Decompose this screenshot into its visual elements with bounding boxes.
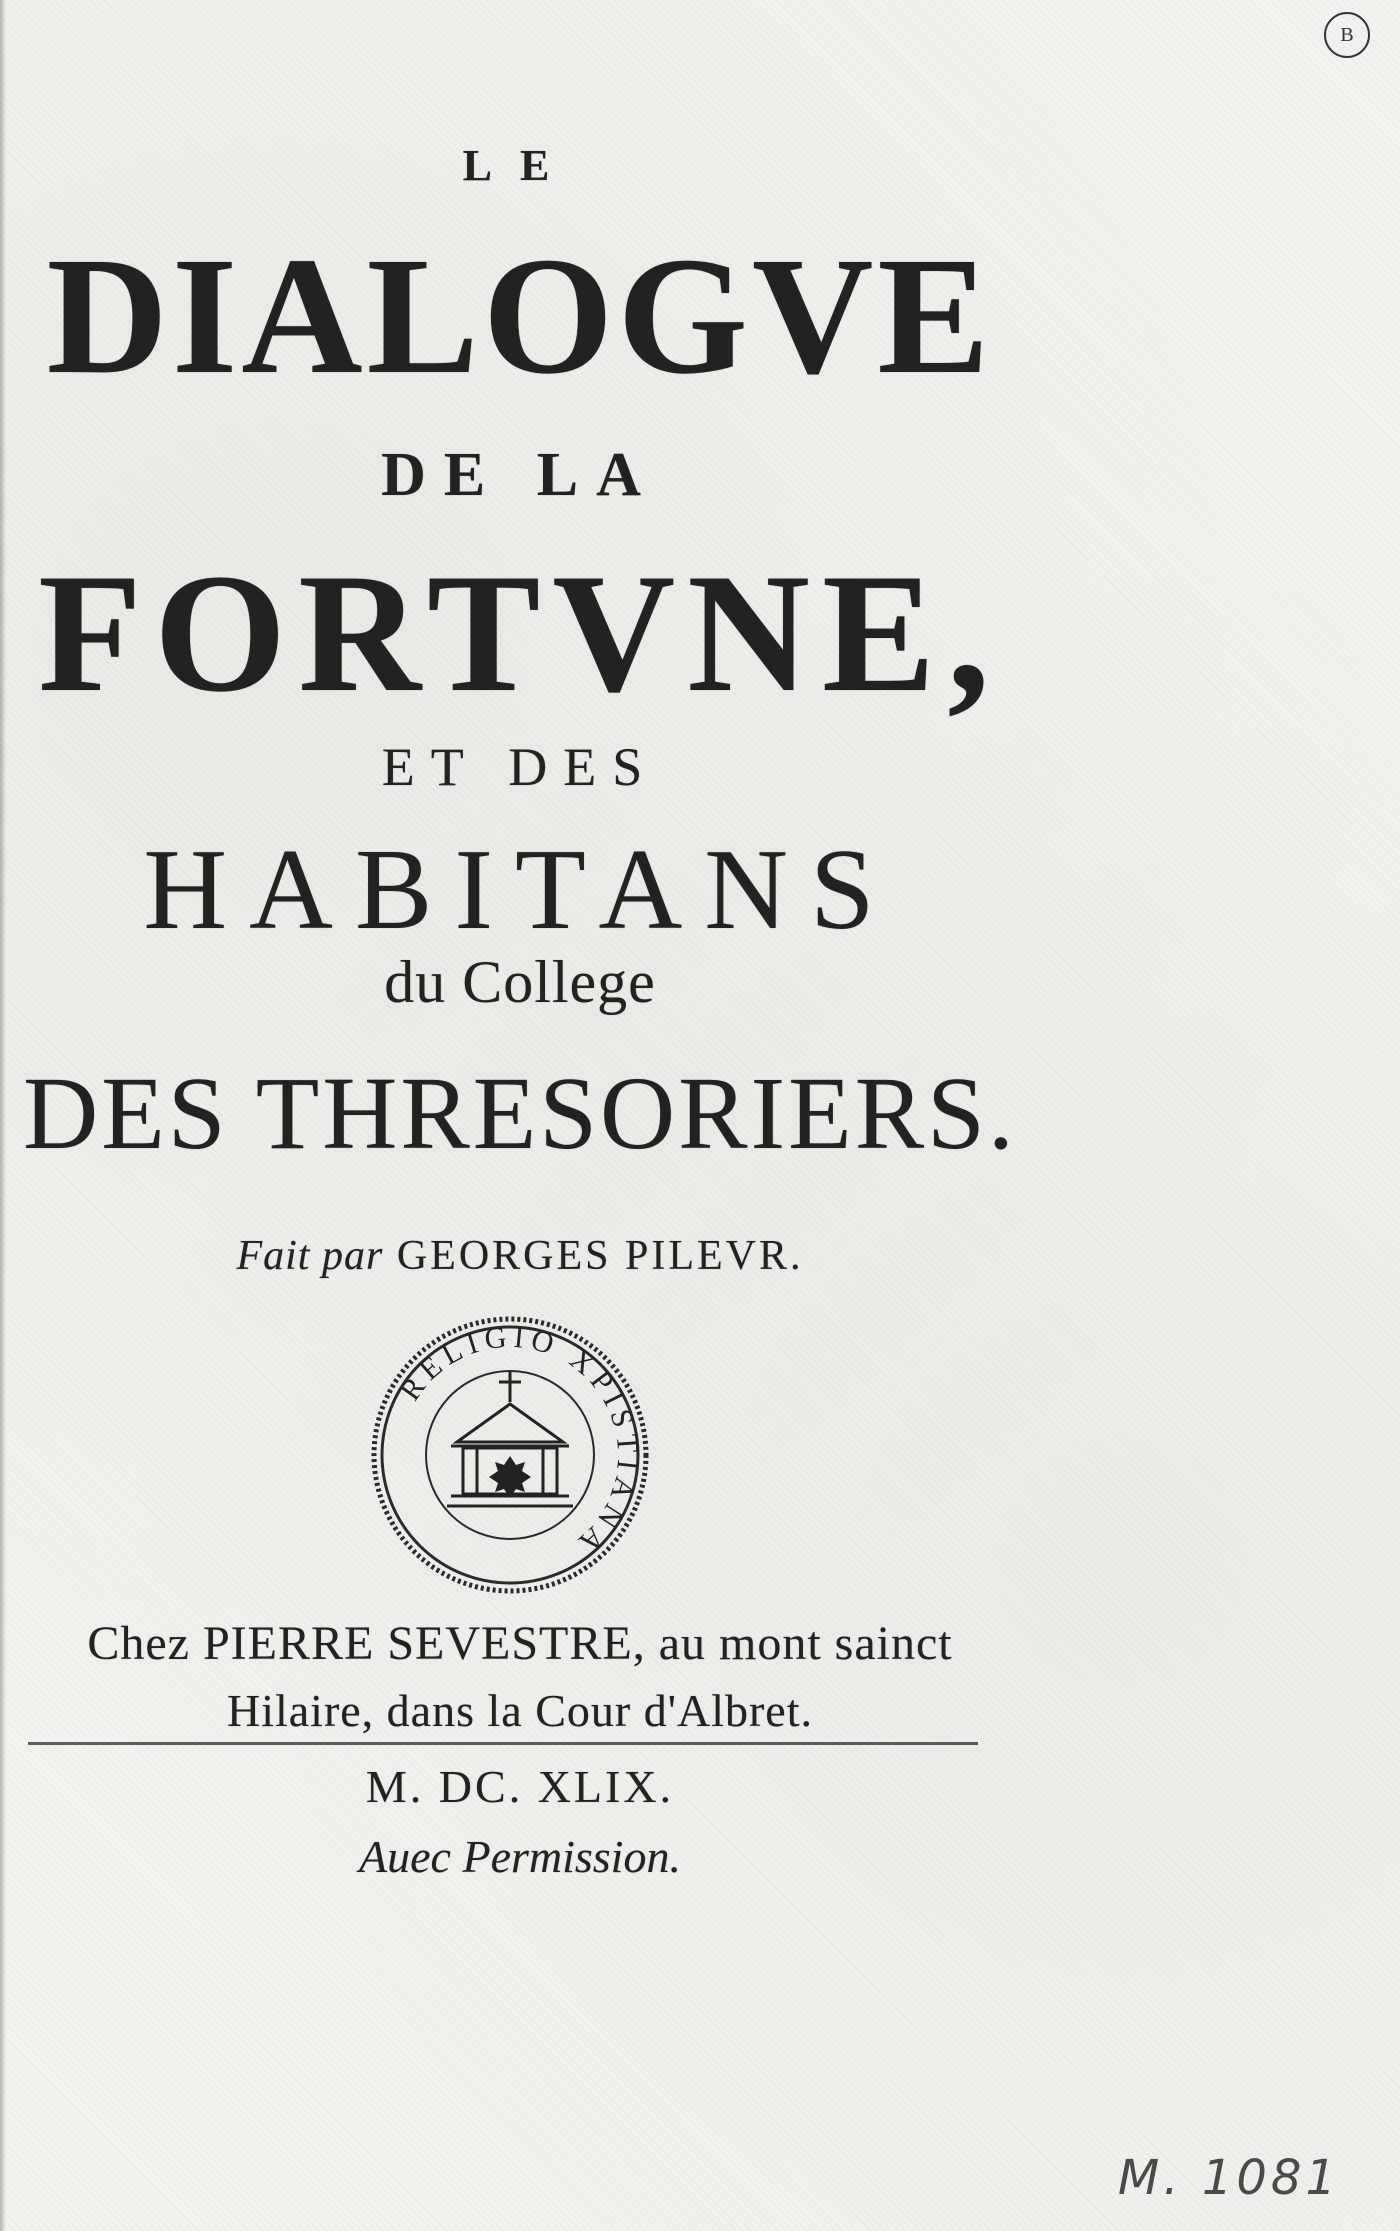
author-line	[0, 1232, 1040, 1280]
author-prefix: Fait par	[236, 1233, 384, 1279]
title-habitans: HABITANS	[143, 826, 897, 954]
title-thresoriers: DES THRESORIERS.	[23, 1056, 1017, 1171]
library-stamp	[1324, 12, 1370, 58]
publisher-line-1: Chez PIERRE SEVESTRE, au mont sainct	[87, 1617, 953, 1670]
imprint-permission: Auec Permission.	[359, 1831, 681, 1882]
title-connector-2: ET DES	[381, 737, 659, 797]
title-main: DIALOGVE	[46, 223, 994, 409]
title-article: LE	[462, 141, 578, 190]
title-subject: FORTVNE,	[38, 539, 1002, 727]
printers-device-seal	[365, 1310, 655, 1600]
imprint-date: M. DC. XLIX.	[365, 1761, 675, 1812]
author-name: GEORGES PILEVR.	[396, 1233, 804, 1279]
publisher-line-2: Hilaire, dans la Cour d'Albret.	[226, 1685, 814, 1736]
title-college: du College	[384, 949, 656, 1015]
library-stamp-letter: B	[1340, 23, 1354, 46]
imprint-divider	[28, 1742, 978, 1745]
shelf-mark: M. 1081	[1117, 2150, 1340, 2206]
seal-legend: RELIGIO XPISTIANA	[393, 1320, 645, 1564]
title-connector: DE LA	[381, 441, 659, 509]
